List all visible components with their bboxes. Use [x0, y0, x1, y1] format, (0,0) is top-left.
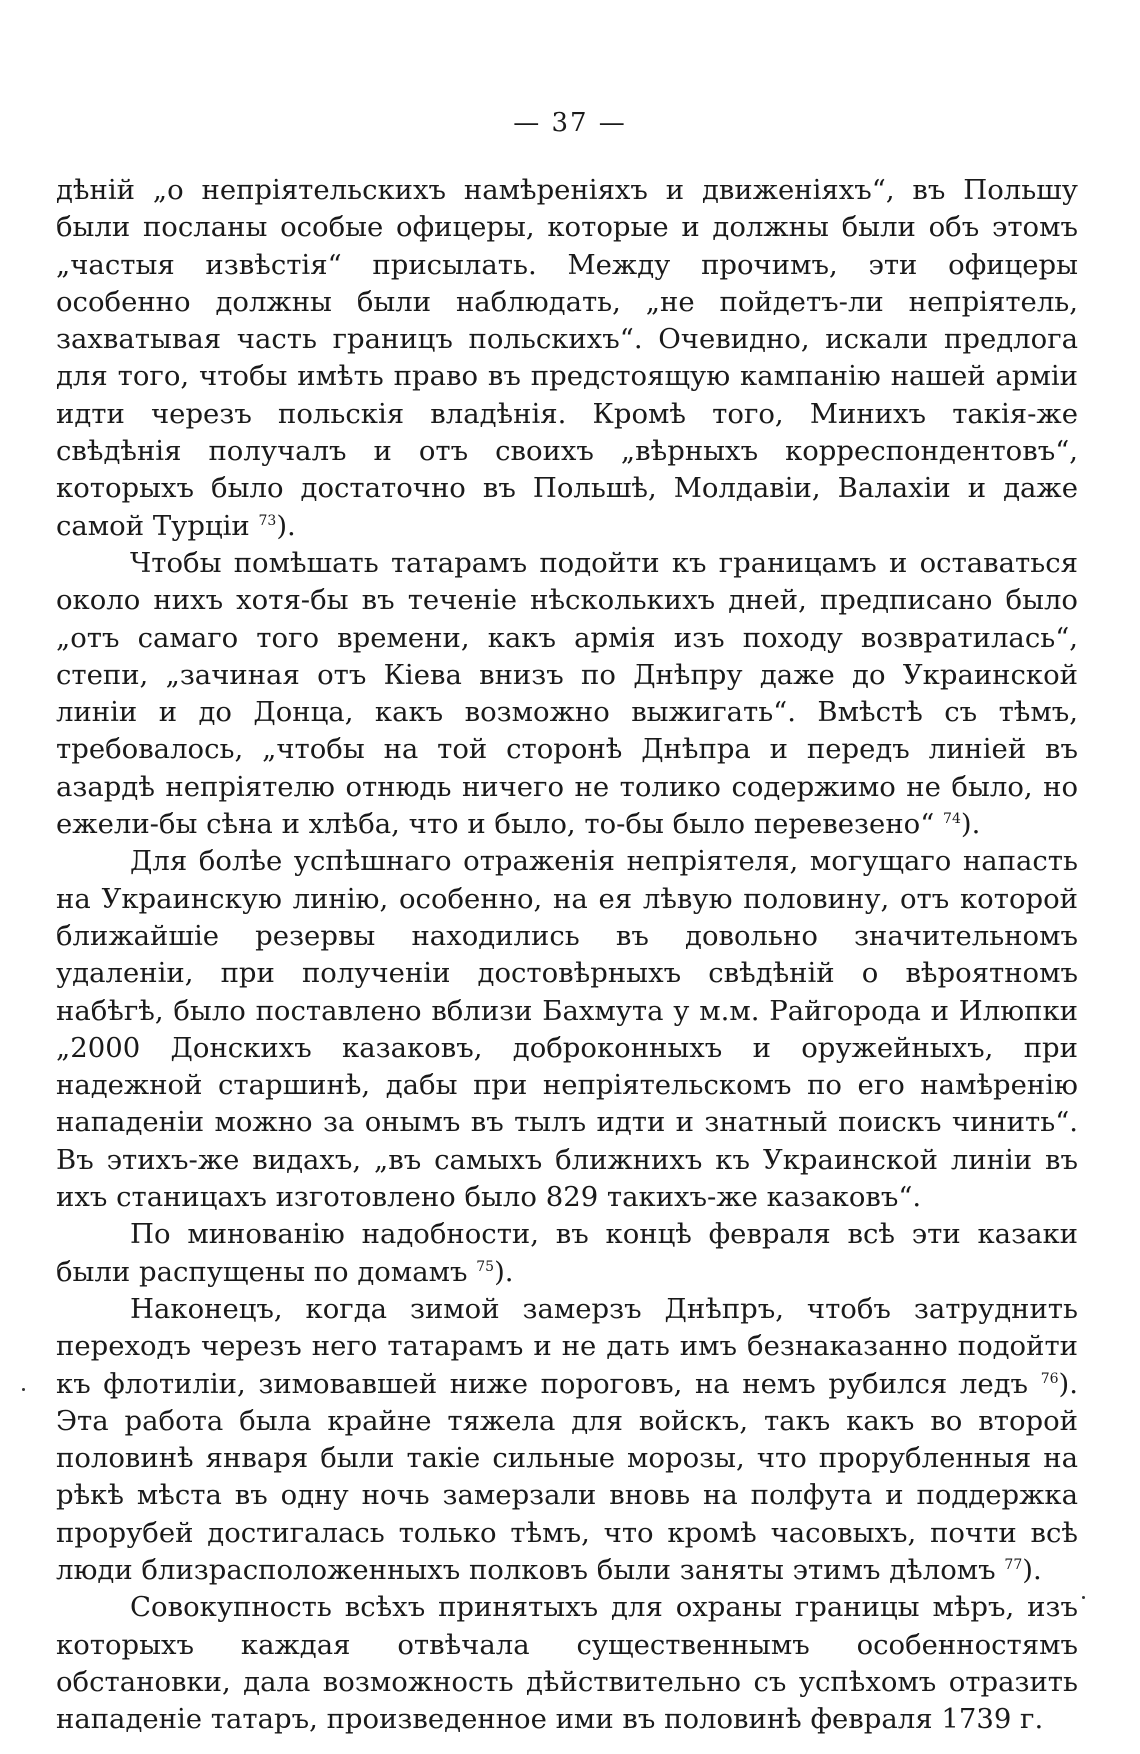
- print-speck: [22, 1388, 25, 1391]
- paragraph-1: [56, 172, 1078, 545]
- paragraph-3-text: Для болѣе успѣшнаго отраженія непріятеля, могущаго напасть на Украинскую линію, особенно, на ея лѣвую половину, отъ которой ближайшіе резервы находились въ довольно значительномъ удаленіи, при полученіи достовѣрныхъ свѣдѣній о вѣроятномъ набѣгѣ, было поставлено вблизи Бахмута у м.м. Райгорода и Илюпки „2000 Донскихъ казаковъ, доброконныхъ и оружейныхъ, при надежной старшинѣ, дабы при непріятельскомъ по его намѣренію нападеніи можно за онымъ въ тылъ идти и знатный поискъ чинить“. Въ этихъ-же видахъ, „въ самыхъ ближнихъ къ Украинской линіи въ ихъ станицахъ изготовлено было 829 такихъ-же казаковъ“.: [56, 845, 1078, 1214]
- paragraph-2-text: Чтобы помѣшать татарамъ подойти къ границамъ и оставаться около нихъ хотя-бы въ теченіе нѣсколькихъ дней, предписано было „отъ самаго того времени, какъ армія изъ походу возвратилась“, степи, „зачиная отъ Кіева внизъ по Днѣпру даже до Украинской линіи и до Донца, какъ возможно выжигать“. Вмѣстѣ съ тѣмъ, требовалось, „чтобы на той сторонѣ Днѣпра и передъ линіей въ азардѣ непріятелю отнюдь ничего не толико содержимо не было, но ежели-бы сѣна и хлѣба, что и было, то-бы было перевезено“: [56, 546, 1078, 841]
- paragraph-4-text: По минованію надобности, въ концѣ февраля всѣ эти казаки были распущены по домамъ: [56, 1218, 1078, 1288]
- print-speck: [1082, 1596, 1085, 1599]
- footnote-ref-76[interactable]: 76: [1040, 1370, 1059, 1387]
- paragraph-2: [56, 545, 1078, 843]
- footnote-ref-75[interactable]: 75: [476, 1258, 495, 1275]
- paragraph-1-text: дѣній „о непріятельскихъ намѣреніяхъ и движеніяхъ“, въ Польшу были посланы особые офицеры, которые и должны были объ этомъ „частыя извѣстія“ присылать. Между прочимъ, эти офицеры особенно должны были наблюдать, „не пойдетъ-ли непріятель, захватывая часть границъ польскихъ“. Очевидно, искали предлога для того, чтобы имѣть право въ предстоящую кампанію нашей арміи идти черезъ польскія владѣнія. Кромѣ того, Минихъ такія-же свѣдѣнія получалъ и отъ своихъ „вѣрныхъ корреспондентовъ“, которыхъ было достаточно въ Польшѣ, Молдавіи, Валахіи и даже самой Турціи: [56, 174, 1078, 542]
- footnote-ref-74[interactable]: 74: [943, 810, 961, 827]
- paragraph-5-tail: ).: [1022, 1553, 1042, 1586]
- paragraph-6-text: Совокупность всѣхъ принятыхъ для охраны границы мѣръ, изъ которыхъ каждая отвѣчала существеннымъ особенностямъ обстановки, дала возможность дѣйствительно съ успѣхомъ отразить нападеніе татаръ, произведенное ими въ половинѣ февраля 1739 г.: [56, 1591, 1078, 1736]
- paragraph-5-text: Наконецъ, когда зимой замерзъ Днѣпръ, чтобъ затруднить переходъ черезъ него татарамъ и не дать имъ безнаказанно подойти къ флотиліи, зимовавшей ниже пороговъ, на немъ рубился ледъ: [56, 1292, 1078, 1400]
- paragraph-3: [56, 843, 1078, 1216]
- paragraph-2-tail: ).: [960, 808, 981, 841]
- paragraph-6: [56, 1589, 1078, 1738]
- paragraph-4: [56, 1216, 1078, 1291]
- footnote-ref-73[interactable]: 73: [258, 512, 277, 529]
- paragraph-5-middle: ). Эта работа была крайне тяжела для войскъ, такъ какъ во второй половинѣ января были такіе сильные морозы, что прорубленныя на рѣкѣ мѣста въ одну ночь замерзали вновь на полфута и поддержка прорубей достигалась только тѣмъ, что кромѣ часовыхъ, почти всѣ люди близрасположенныхъ полковъ были заняты этимъ дѣломъ: [56, 1367, 1078, 1586]
- paragraph-5: [56, 1291, 1078, 1589]
- footnote-ref-77[interactable]: 77: [1004, 1556, 1023, 1573]
- page-text-body: [56, 172, 1078, 1738]
- paragraph-1-tail: ).: [276, 509, 296, 542]
- page-number: — 37 —: [513, 108, 627, 138]
- paragraph-4-tail: ).: [494, 1255, 514, 1288]
